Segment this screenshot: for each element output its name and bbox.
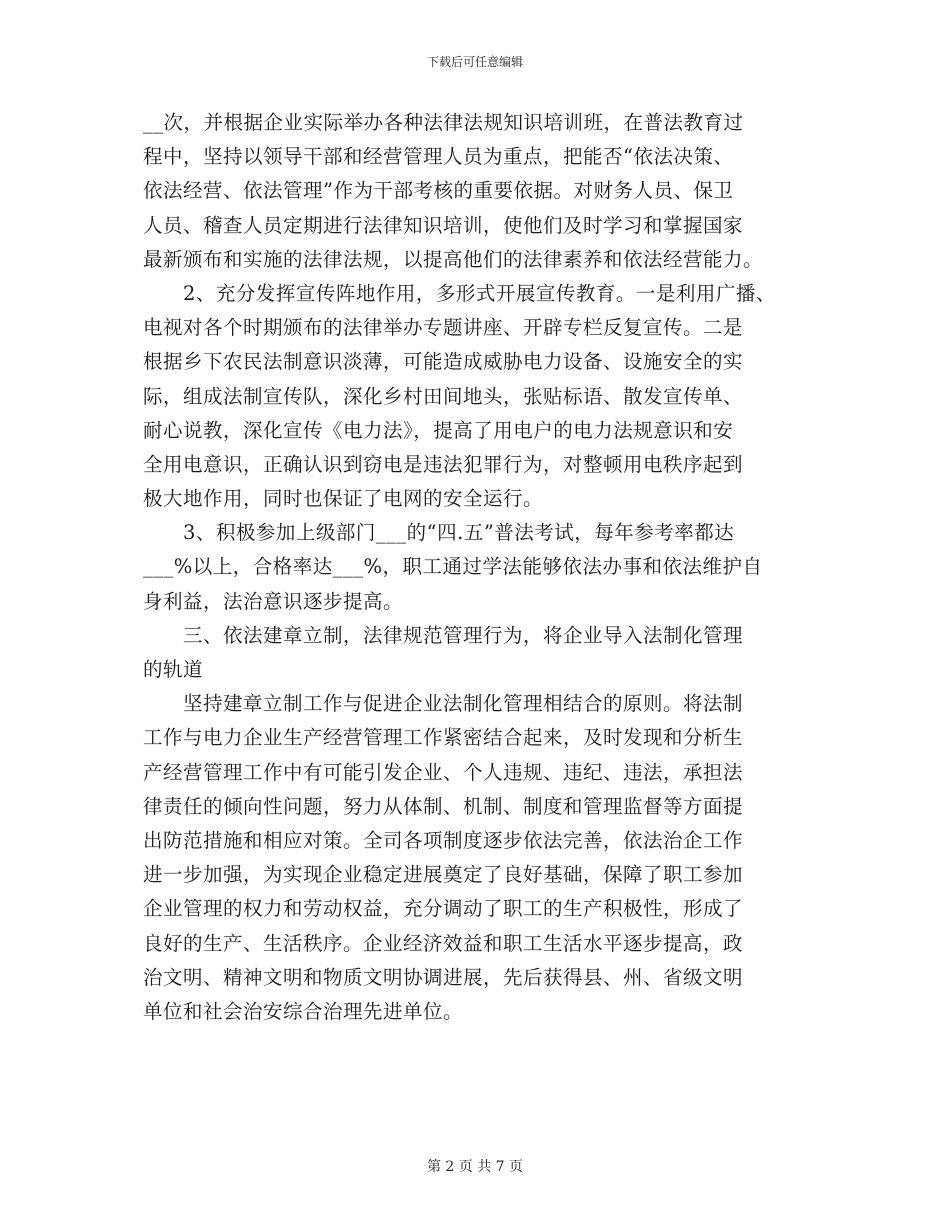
text-line: 际，组成法制宣传队，深化乡村田间地头，张贴标语、散发宣传单、 xyxy=(143,384,744,408)
text-line: 根据乡下农民法制意识淡薄，可能造成威胁电力设备、设施安全的实 xyxy=(143,350,744,374)
text-line: 坚持建章立制工作与促进企业法制化管理相结合的原则。将法制 xyxy=(143,692,744,716)
text-line: 程中，坚持以领导干部和经营管理人员为重点，把能否“依法决策、 xyxy=(143,145,734,169)
text-line: 3、积极参加上级部门___的“四.五”普法考试，每年参考率都达 xyxy=(143,521,735,545)
text-line: 工作与电力企业生产经营管理工作紧密结合起来，及时发现和分析生 xyxy=(143,726,744,750)
section-heading-line: 的轨道 xyxy=(143,658,204,681)
text-line: 极大地作用，同时也保证了电网的安全运行。 xyxy=(143,487,544,511)
text-line: 最新颁布和实施的法律法规，以提高他们的法律素养和依法经营能力。 xyxy=(143,247,764,271)
text-line: 律责任的倾向性问题，努力从体制、机制、制度和管理监督等方面提 xyxy=(143,794,744,818)
text-line: 电视对各个时期颁布的法律举办专题讲座、开辟专栏反复宣传。二是 xyxy=(143,316,744,340)
text-line: 进一步加强，为实现企业稳定进展奠定了良好基础，保障了职工参加 xyxy=(143,863,744,887)
text-line: 企业管理的权力和劳动权益，充分调动了职工的生产积极性，形成了 xyxy=(143,897,744,921)
text-line: __次，并根据企业实际举办各种法律法规知识培训班，在普法教育过 xyxy=(143,111,744,134)
text-line: 单位和社会治安综合治理先进单位。 xyxy=(143,999,464,1023)
text-line: 出防范措施和相应对策。全司各项制度逐步依法完善，依法治企工作 xyxy=(143,828,744,852)
text-line: 身利益，法治意识逐步提高。 xyxy=(143,589,404,613)
text-line: 依法经营、依法管理”作为干部考核的重要依据。对财务人员、保卫 xyxy=(143,179,734,203)
text-line: 人员、稽查人员定期进行法律知识培训，使他们及时学习和掌握国家 xyxy=(143,213,744,237)
section-heading-line: 三、依法建章立制，法律规范管理行为，将企业导入法制化管理 xyxy=(143,623,744,647)
page-number: 第 2 页 共 7 页 xyxy=(426,1159,524,1175)
text-line: 治文明、精神文明和物质文明协调进展，先后获得县、州、省级文明 xyxy=(143,965,744,989)
text-line: 全用电意识，正确认识到窃电是违法犯罪行为，对整顿用电秩序起到 xyxy=(143,452,744,476)
document-body xyxy=(143,106,823,1029)
text-line: ___%以上，合格率达___%，职工通过学法能够依法办事和依法维护自 xyxy=(143,555,763,579)
text-line: 2、充分发挥宣传阵地作用，多形式开展宣传教育。一是利用广播、 xyxy=(143,281,776,305)
text-line: 良好的生产、生活秩序。企业经济效益和职工生活水平逐步提高，政 xyxy=(143,931,744,955)
page-header: 下载后可任意编辑 xyxy=(426,55,523,69)
text-line: 耐心说教，深化宣传《电力法》，提高了用电户的电力法规意识和安 xyxy=(143,418,734,442)
text-line: 产经营管理工作中有可能引发企业、个人违规、违纪、违法，承担法 xyxy=(143,760,744,784)
